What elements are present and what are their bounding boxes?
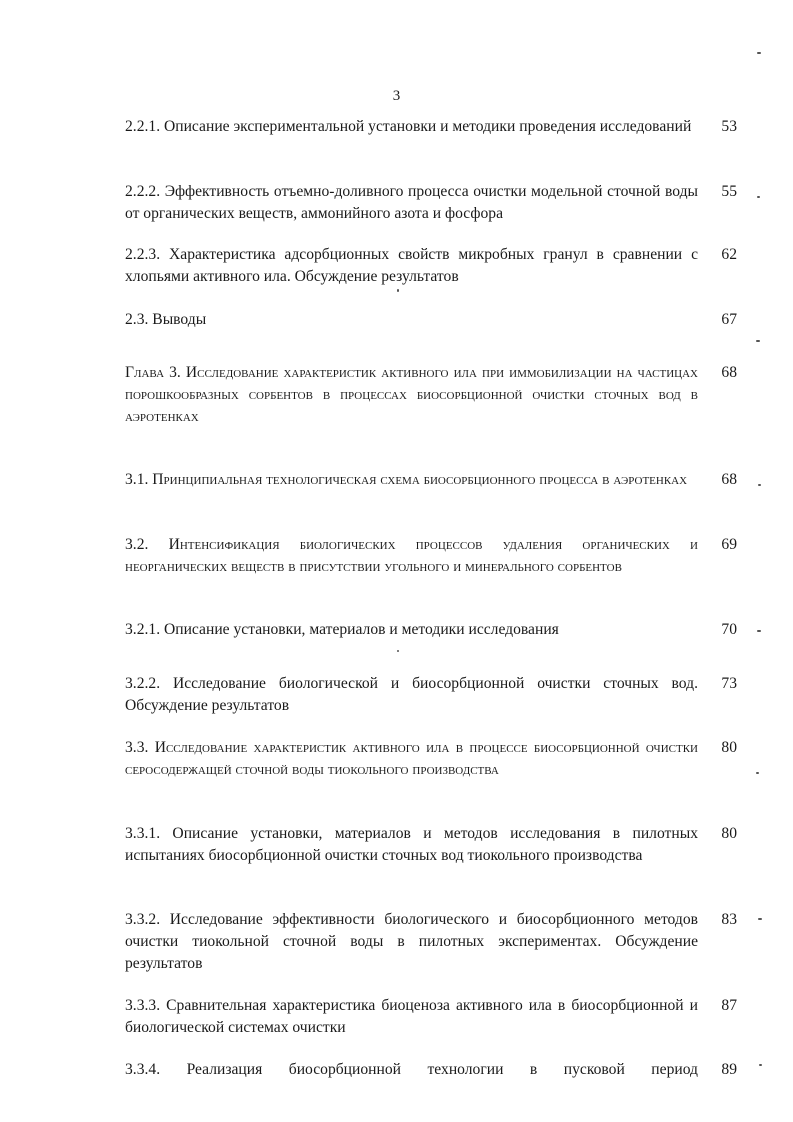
- toc-entry-page: 68: [721, 471, 737, 488]
- toc-entry-3-3-1: [125, 823, 737, 867]
- toc-entry-2-3: [125, 309, 737, 331]
- toc-entry-title: 3.3.1. Описание установки, материалов и методов исследования в пилотных испытаниях биосорбционной очистки сточных вод тиокольного производства: [125, 825, 698, 864]
- toc-entry-3-2: [125, 534, 737, 578]
- toc-entry-page: 70: [721, 621, 737, 638]
- scan-speck: [756, 340, 760, 342]
- toc-entry-page: 69: [721, 536, 737, 553]
- scan-speck: [756, 772, 759, 774]
- toc-entry-3-2-2: [125, 673, 737, 717]
- toc-entry-3-3-4: [125, 1059, 737, 1081]
- toc-entry-title: 3.3.2. Исследование эффективности биологического и биосорбционного методов очистки тиокольной сточной воды в пилотных экспериментах. Обсуждение результатов: [125, 911, 698, 972]
- toc-entry-title: 2.3. Выводы: [125, 311, 207, 328]
- scan-speck: [757, 630, 761, 632]
- toc-entry-2-2-1: [125, 116, 737, 138]
- toc-entry-title: Глава 3. Исследование характеристик активного ила при иммобилизации на частицах порошкообразных сорбентов в процессах биосорбционной очистки сточных вод в аэротенках: [125, 364, 698, 425]
- scan-speck: [758, 918, 762, 920]
- toc-entry-title: 3.3. Исследование характеристик активного ила в процессе биосорбционной очистки серосодержащей сточной воды тиокольного производства: [125, 739, 698, 778]
- toc-entry-title: 3.2.2. Исследование биологической и биосорбционной очистки сточных вод. Обсуждение результатов: [125, 675, 698, 714]
- page-number: 3: [392, 88, 401, 104]
- toc-entry-page: 73: [721, 675, 737, 692]
- toc-entry-2-2-2: [125, 181, 737, 225]
- toc-entry-3-3: [125, 737, 737, 781]
- toc-entry-page: 80: [721, 739, 737, 756]
- toc-entry-page: 62: [721, 246, 737, 263]
- toc-chapter-3: [125, 362, 737, 428]
- scan-speck: [759, 1064, 762, 1066]
- toc-entry-2-2-3: [125, 244, 737, 288]
- toc-entry-title: 3.2. Интенсификация биологических процессов удаления органических и неорганических веществ в присутствии угольного и минерального сорбентов: [125, 536, 698, 575]
- toc-entry-title: 3.3.4. Реализация биосорбционной технологии в пусковой период: [125, 1061, 698, 1078]
- toc-entry-title: 2.2.3. Характеристика адсорбционных свойств микробных гранул в сравнении с хлопьями активного ила. Обсуждение результатов: [125, 246, 698, 285]
- toc-entry-page: 68: [721, 364, 737, 381]
- toc-entry-page: 67: [721, 311, 737, 328]
- toc-entry-3-3-3: [125, 995, 737, 1039]
- scan-speck: [758, 484, 761, 486]
- toc-entry-title: 2.2.2. Эффективность отъемно-доливного процесса очистки модельной сточной воды от органических веществ, аммонийного азота и фосфора: [125, 183, 698, 222]
- scan-speck: [397, 650, 399, 652]
- toc-entry-title: 2.2.1. Описание экспериментальной установки и методики проведения исследований: [125, 118, 692, 135]
- toc-entry-title: 3.1. Принципиальная технологическая схема биосорбционного процесса в аэротенках: [125, 471, 688, 488]
- toc-entry-3-1: [125, 469, 737, 491]
- scan-speck: [757, 196, 760, 198]
- toc-entry-page: 87: [721, 997, 737, 1014]
- toc-entry-page: 80: [721, 825, 737, 842]
- toc-entry-page: 89: [721, 1061, 737, 1078]
- scan-speck: [757, 52, 761, 54]
- toc-entry-page: 55: [721, 183, 737, 200]
- toc-entry-page: 83: [721, 911, 737, 928]
- scan-speck: [397, 289, 399, 292]
- toc-entry-page: 53: [721, 118, 737, 135]
- toc-entry-3-3-2: [125, 909, 737, 975]
- toc-entry-3-2-1: [125, 619, 737, 641]
- toc-entry-title: 3.3.3. Сравнительная характеристика биоценоза активного ила в биосорбционной и биологической системах очистки: [125, 997, 698, 1036]
- toc-entry-title: 3.2.1. Описание установки, материалов и методики исследования: [125, 621, 559, 638]
